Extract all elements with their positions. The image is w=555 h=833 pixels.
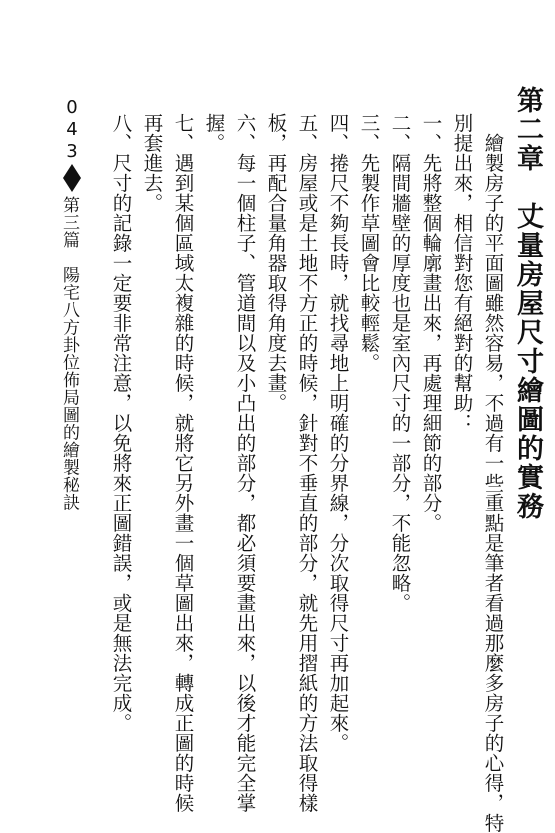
list-item-1: 一、先將整個輪廓畫出來，再處理細節的部分。 — [419, 113, 443, 533]
list-item-4: 四、捲尺不夠長時，就找尋地上明確的分界線，分次取得尺寸再加起來。 — [326, 113, 350, 753]
chapter-number: 第二章 丈量房屋尺寸繪圖的實務 — [512, 86, 543, 521]
list-item-6-continued: 握。 — [202, 113, 226, 153]
paragraph-line-2: 別提出來，相信對您有絕對的幫助： — [450, 113, 474, 433]
list-item-8: 八、尺寸的記錄一定要非常注意，以免將來正圖錯誤，或是無法完成。 — [109, 113, 133, 733]
page-number-digit: 4 — [66, 119, 78, 140]
list-item-7-continued: 再套進去。 — [140, 113, 164, 213]
list-item-6: 六、每一個柱子、管道間以及小凸出的部分，都必須要畫出來，以後才能完全掌 — [233, 113, 257, 813]
list-item-7: 七、遇到某個區域太複雜的時候，就將它另外畫一個草圖出來，轉成正圖的時候 — [171, 113, 195, 813]
section-footer: 第三篇 陽宅八方卦位佈局圖的繪製秘訣 — [59, 196, 79, 511]
list-item-5: 五、房屋或是土地不方正的時候，針對不垂直的部分，就先用摺紙的方法取得樣 — [295, 113, 319, 813]
chapter-title — [514, 86, 541, 521]
list-item-5-continued: 板，再配合量角器取得角度去畫。 — [264, 113, 288, 413]
paragraph-line-1: 繪製房子的平面圖雖然容易，不過有一些重點是筆者看過那麼多房子的心得，特 — [481, 113, 505, 833]
diamond-icon — [62, 163, 82, 193]
list-item-2: 二、隔間牆壁的厚度也是室內尺寸的一部分，不能忽略。 — [388, 113, 412, 613]
list-item-3: 三、先製作草圖會比較輕鬆。 — [357, 113, 381, 373]
page-number-digit: 0 — [66, 97, 78, 118]
page-number — [62, 97, 82, 163]
page-number-digit: 3 — [66, 141, 78, 162]
